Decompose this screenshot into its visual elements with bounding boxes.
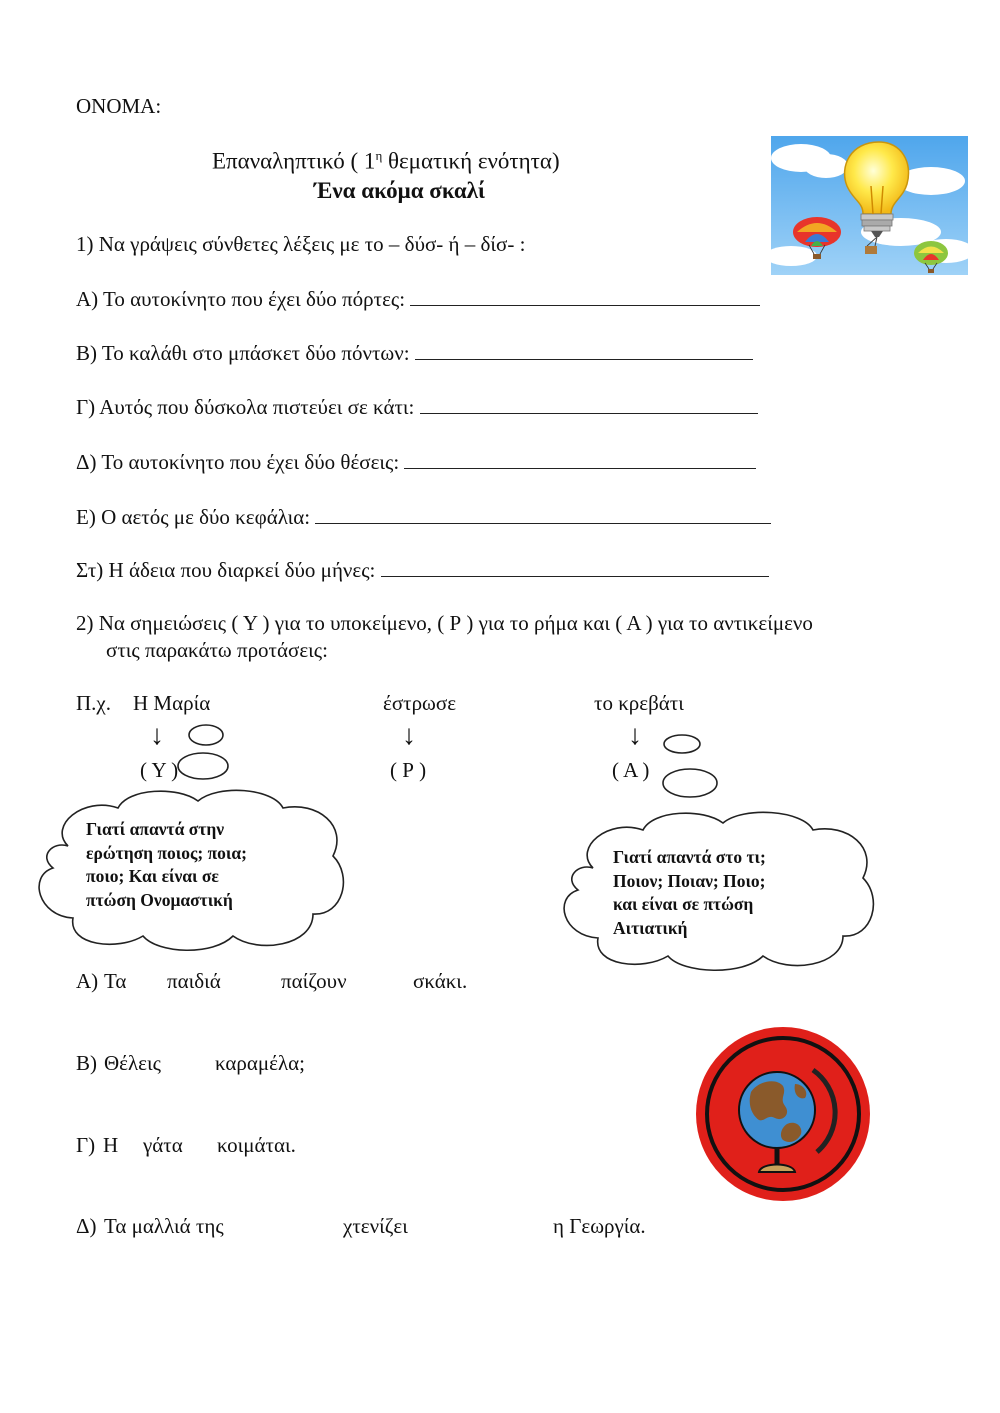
sentence-word[interactable]: σκάκι. bbox=[413, 969, 468, 993]
title-suffix: θεματική ενότητα) bbox=[382, 148, 560, 174]
bubble-line: πτώση Ονομαστική bbox=[86, 889, 233, 910]
bubble-line: ερώτηση ποιος; ποια; bbox=[86, 842, 247, 863]
sentence-word[interactable]: παιδιά bbox=[167, 969, 221, 993]
item-text: Στ) Η άδεια που διαρκεί δύο μήνες: bbox=[76, 558, 376, 582]
sentence-d-label: Δ) bbox=[76, 1214, 97, 1238]
sentence-word[interactable]: χτενίζει bbox=[343, 1214, 408, 1238]
title-superscript: η bbox=[375, 148, 383, 163]
sentence-word[interactable]: Η bbox=[103, 1133, 119, 1157]
sentence-b-label: Β) bbox=[76, 1051, 97, 1075]
bubble-line: ποιο; Και είναι σε bbox=[86, 866, 219, 886]
bubble-line: Αιτιατική bbox=[613, 917, 688, 938]
sentence-word[interactable]: Τα bbox=[104, 969, 127, 993]
down-arrow-icon: ↓ bbox=[402, 720, 416, 751]
example-verb: έστρωσε bbox=[383, 691, 457, 715]
down-arrow-icon: ↓ bbox=[628, 720, 642, 751]
globe-illustration bbox=[695, 1026, 871, 1202]
verb-tag: ( Ρ ) bbox=[390, 758, 427, 782]
sentence-word[interactable]: κοιμάται. bbox=[217, 1133, 296, 1157]
exercise-2-prompt: 2) Να σημειώσεις ( Υ ) για το υποκείμενο, ( Ρ ) για το ρήμα και ( Α ) για το αντικείμενο bbox=[76, 611, 813, 635]
sentence-word[interactable]: καραμέλα; bbox=[215, 1051, 305, 1075]
sentence-word[interactable]: η Γεωργία. bbox=[553, 1214, 646, 1238]
worksheet-subtitle: Ένα ακόμα σκαλί bbox=[314, 178, 486, 203]
example-subject: Η Μαρία bbox=[133, 691, 211, 715]
bubble-left-text bbox=[86, 818, 306, 912]
subject-tag: ( Υ ) bbox=[140, 758, 179, 782]
sentence-word[interactable]: παίζουν bbox=[281, 969, 347, 993]
item-text: Ε) Ο αετός με δύο κεφάλια: bbox=[76, 505, 311, 529]
example-prefix: Π.χ. bbox=[76, 691, 111, 715]
item-text: Δ) Το αυτοκίνητο που έχει δύο θέσεις: bbox=[76, 450, 400, 474]
bubble-line: Γιατί απαντά στην bbox=[86, 819, 225, 839]
object-tag: ( Α ) bbox=[612, 758, 650, 782]
title-prefix: Επαναληπτικό ( 1 bbox=[212, 148, 376, 174]
bubble-line: Γιατί απαντά στο τι; bbox=[613, 847, 766, 867]
bubble-right-text bbox=[613, 846, 833, 940]
sentence-word[interactable]: γάτα bbox=[143, 1133, 183, 1157]
sentence-c-label: Γ) bbox=[76, 1133, 96, 1157]
item-text: Β) Το καλάθι στο μπάσκετ δύο πόντων: bbox=[76, 341, 410, 365]
name-label: ΟΝΟΜΑ: bbox=[76, 94, 162, 118]
sentence-word[interactable]: Θέλεις bbox=[104, 1051, 161, 1075]
down-arrow-icon: ↓ bbox=[150, 720, 164, 751]
item-text: Γ) Αυτός που δύσκολα πιστεύει σε κάτι: bbox=[76, 395, 415, 419]
sentence-a-label: Α) bbox=[76, 969, 99, 993]
bubble-line: και είναι σε πτώση bbox=[613, 894, 754, 914]
exercise-2-prompt-cont: στις παρακάτω προτάσεις: bbox=[106, 638, 328, 662]
example-object: το κρεβάτι bbox=[594, 691, 684, 715]
item-text: Α) Το αυτοκίνητο που έχει δύο πόρτες: bbox=[76, 287, 406, 311]
sentence-word[interactable]: Τα μαλλιά της bbox=[104, 1214, 224, 1238]
exercise-1-prompt: 1) Να γράψεις σύνθετες λέξεις με το – δύσ- ή – δίσ- : bbox=[76, 232, 526, 256]
bubble-line: Ποιον; Ποιαν; Ποιο; bbox=[613, 870, 766, 891]
